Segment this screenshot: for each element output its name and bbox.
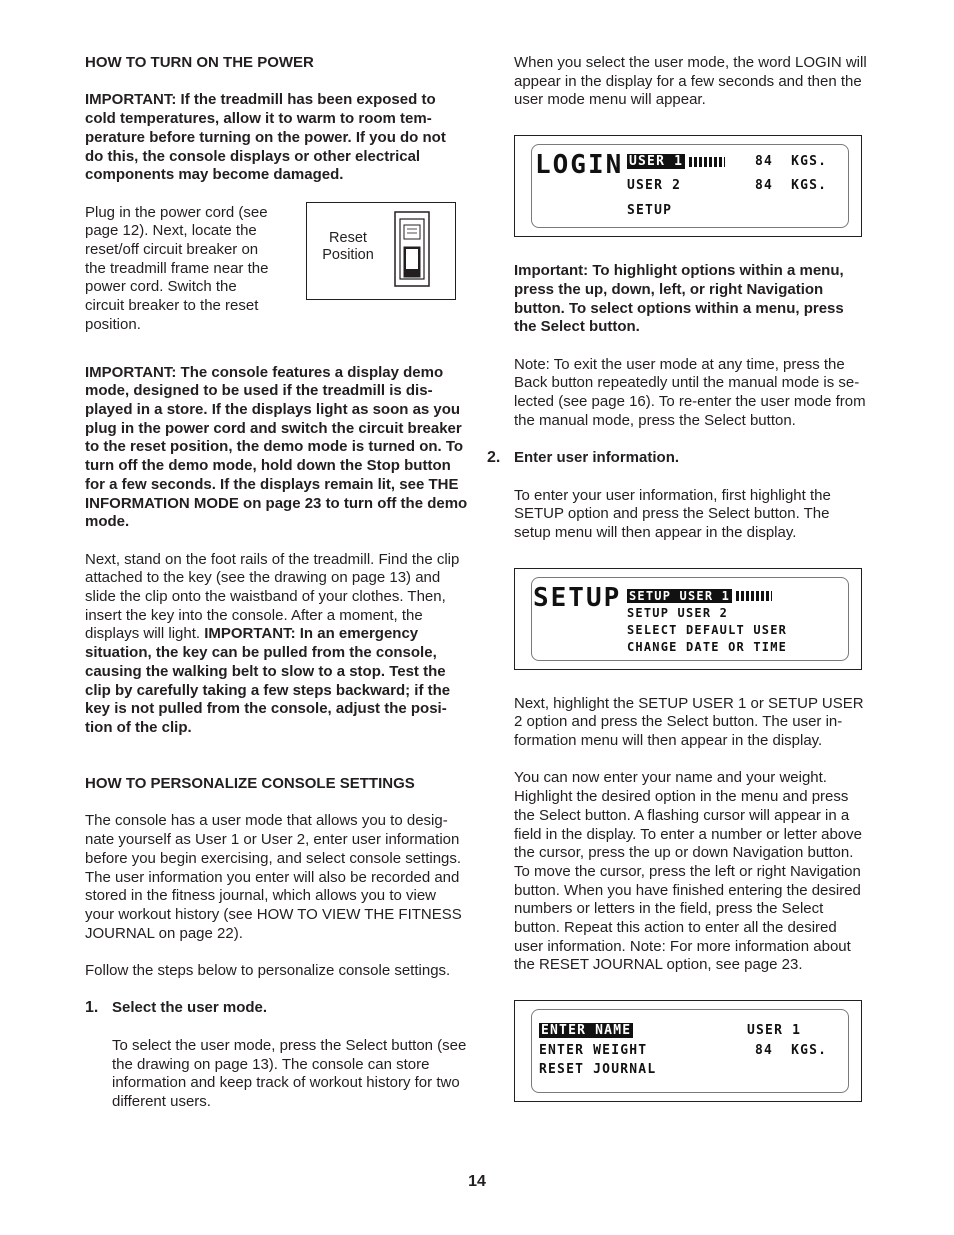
lcd-row-setup-user-1: SETUP USER 1 — [627, 589, 772, 603]
login-paragraph: When you select the user mode, the word LOGIN will appear in the display for a few seconds and then the user mode menu will appear. — [514, 54, 867, 109]
left-column — [85, 54, 468, 1112]
lcd-setup-word: SETUP — [533, 582, 622, 613]
lcd-row-user-1-weight: 84 KGS. — [755, 154, 828, 170]
right-column — [487, 54, 870, 1102]
lcd-row-enter-weight-value: 84 KGS. — [755, 1043, 828, 1059]
enter-info-paragraph: You can now enter your name and your weight. Highlight the desired option in the menu and press the Select button. A flashing cursor will appear in a field in the display. To enter a number or letter above the cursor, press the up or down Navigation button. To move the cursor, press the left or right Navigation button. When you have finished entering the desired numbers or letters in the field, press the Select button. Repeat this action to enter all the desired user information. Note: For more information about the RESET JOURNAL option, see page 23. — [514, 769, 862, 974]
lcd-row-select-default-user: SELECT DEFAULT USER — [627, 622, 788, 637]
step-1-number: 1. — [85, 999, 99, 1017]
step-1-title: Select the user mode. — [112, 999, 268, 1017]
circuit-breaker-icon — [394, 211, 430, 287]
user-info-display-figure — [514, 1000, 862, 1102]
step-2-number: 2. — [487, 449, 501, 467]
power-heading: HOW TO TURN ON THE POWER — [85, 54, 314, 71]
lcd-row-enter-name: ENTER NAME — [541, 1023, 632, 1039]
setup-display-figure — [514, 568, 862, 670]
exit-note: Note: To exit the user mode at any time, press the Back button repeatedly until the manual mode is selected (see page 16). To re-enter the user mode from the manual mode, press the Select button. — [514, 355, 866, 429]
personalize-heading: HOW TO PERSONALIZE CONSOLE SETTINGS — [85, 775, 415, 793]
demo-mode-warning: IMPORTANT: The console features a display demo mode, designed to be used if the treadmill is displayed in a store. If the displays light as soon as you plug in the power cord and switch the circuit breaker to the reset position, the demo mode is turned on. To turn off the demo mode, hold down the Stop button for a few seconds. If the displays remain lit, see THE INFORMATION MODE on page 23 to turn off the demo mode. — [85, 363, 468, 531]
cold-warning: IMPORTANT: If the treadmill has been exposed to cold temperatures, allow it to warm to room temperature before turning on the power. If you do not do this, the console displays or other electrical components may become damaged. — [85, 91, 446, 184]
reset-position-figure — [306, 202, 456, 300]
lcd-row-setup: SETUP — [627, 203, 673, 219]
step-1-text: To select the user mode, press the Select button (see the drawing on page 13). The console can store information and keep track of workout history for two different users. — [112, 1036, 467, 1110]
lcd-row-user-2-weight: 84 KGS. — [755, 178, 828, 194]
lcd-row-user-1: USER 1 — [627, 154, 725, 169]
lcd-login-word: LOGIN — [535, 150, 624, 181]
user-mode-paragraph: The console has a user mode that allows you to designate yourself as User 1 or User 2, enter user information before you begin exercising, and select console settings. The user information you enter will also be recorded and stored in the fitness journal, which allows you to view your workout history (see HOW TO VIEW THE FITNESS JOURNAL on page 22). — [85, 812, 462, 942]
power-section — [85, 204, 468, 354]
login-display-figure — [514, 135, 862, 237]
step-2-text: To enter your user information, first highlight the SETUP option and press the Select button. The setup menu will then appear in the display. — [514, 486, 831, 541]
lcd-row-setup-user-2: SETUP USER 2 — [627, 605, 729, 620]
stand-paragraph: Next, stand on the foot rails of the treadmill. Find the clip attached to the key (see the drawing on page 13) and slide the clip onto the waistband of your clothes. Then, insert the key into the console. After a moment, the displays will light. IMPORTANT: In an emergency situation, the key can be pulled from the console, causing the walking belt to slow to a stop. Test the clip by carefully taking a few steps backward; if the key is not pulled from the console, adjust the position of the clip. — [85, 550, 460, 736]
plug-in-text: Plug in the power cord (see page 12). Next, locate the reset/off circuit breaker on the treadmill frame near the power cord. Switch the circuit breaker to the reset position. — [85, 203, 269, 333]
reset-position-label: Reset Position — [322, 229, 374, 264]
step-1 — [85, 999, 468, 1018]
navigation-important: Important: To highlight options within a menu, press the up, down, left, or right Navigation button. To select options within a menu, press the Select button. — [514, 262, 844, 336]
step-2-title: Enter user information. — [514, 449, 680, 467]
lcd-row-change-date-time: CHANGE DATE OR TIME — [627, 639, 788, 654]
next-highlight-paragraph: Next, highlight the SETUP USER 1 or SETUP USER 2 option and press the Select button. The user information menu will then appear in the display. — [514, 694, 864, 750]
lcd-row-user-2: USER 2 — [627, 178, 682, 194]
follow-steps-paragraph: Follow the steps below to personalize console settings. — [85, 962, 451, 980]
lcd-row-enter-name-user: USER 1 — [747, 1023, 802, 1039]
step-2 — [487, 449, 870, 468]
lcd-row-enter-weight: ENTER WEIGHT — [539, 1043, 648, 1059]
page-number: 14 — [468, 1173, 486, 1190]
lcd-row-reset-journal: RESET JOURNAL — [539, 1062, 657, 1078]
